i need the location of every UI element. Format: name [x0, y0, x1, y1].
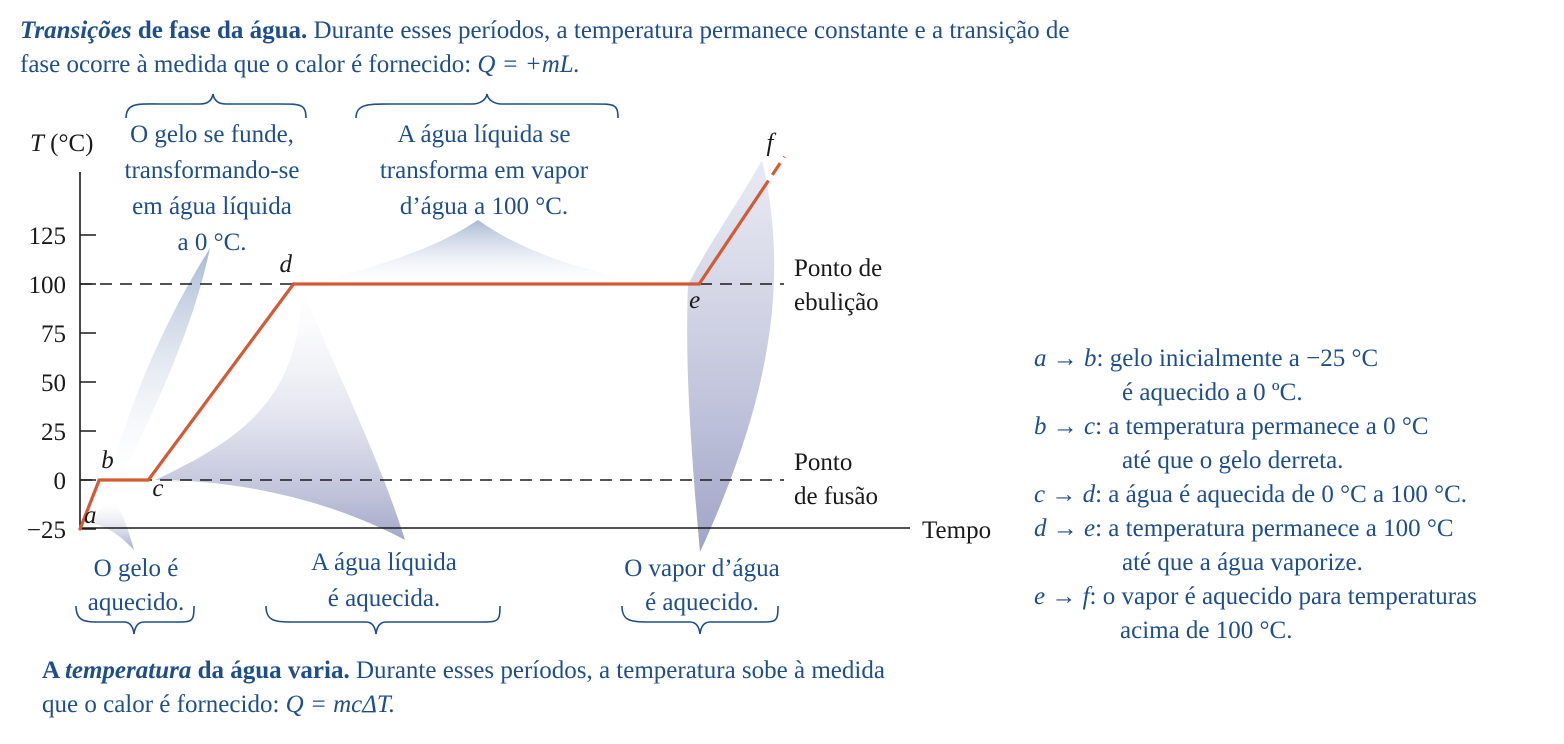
- legend-text-continued: é aquecido a 0 ºC.: [1122, 379, 1303, 406]
- callout-ice-2: aquecido.: [87, 589, 185, 616]
- wedge-water: [155, 288, 405, 540]
- wedge-ice: [92, 502, 134, 550]
- point-label-d: d: [279, 251, 292, 278]
- y-axis-title: T (°C): [30, 130, 94, 157]
- callout-melt-3: em água líquida: [132, 193, 292, 220]
- bottom-caption: [42, 654, 902, 722]
- brace-vaporize: [356, 94, 618, 118]
- top-caption-formula: Q = +mL.: [477, 51, 580, 78]
- legend-item: [1034, 512, 1554, 546]
- legend-item: [1034, 478, 1554, 512]
- y-ticks: [27, 223, 96, 544]
- legend-key: c → d: [1034, 481, 1096, 508]
- callout-melt-2: transformando-se: [124, 157, 300, 184]
- top-caption-text: Durante esses períodos, a temperatura permanece constante e a transição de fase ocorre à medida que o calor é fornecido:: [20, 17, 1070, 78]
- callout-steam-1: O vapor d’água: [624, 555, 780, 582]
- ref-boil-label-1: Ponto de: [794, 255, 883, 282]
- legend-text-continued: acima de 100 °C.: [1120, 617, 1293, 644]
- wedge-steam: [687, 160, 774, 552]
- callout-melt-1: O gelo se funde,: [130, 121, 294, 148]
- wedge-vaporize: [312, 220, 660, 284]
- y-tick-label: 50: [41, 370, 66, 397]
- y-tick-label: 100: [28, 272, 66, 299]
- legend-text: : a temperatura permanece a 100 °C: [1095, 515, 1454, 542]
- y-tick-label: 0: [53, 468, 66, 495]
- y-tick-label: 125: [28, 223, 66, 250]
- callout-melt-4: a 0 °C.: [177, 229, 247, 256]
- x-axis-title: Tempo: [922, 517, 992, 544]
- legend-key: d → e: [1034, 515, 1096, 542]
- bottom-caption-italic: temperatura: [64, 657, 192, 684]
- point-label-a: a: [84, 502, 97, 529]
- callout-water-1: A água líquida: [311, 549, 457, 576]
- legend-key: e → f: [1034, 583, 1090, 610]
- legend-text: : gelo inicialmente a −25 °C: [1096, 345, 1379, 372]
- point-label-e: e: [689, 287, 701, 314]
- point-label-c: c: [152, 475, 164, 502]
- legend-text: : a temperatura permanece a 0 °C: [1095, 413, 1429, 440]
- legend-key: b → c: [1034, 413, 1096, 440]
- top-caption-bold: de fase da água.: [131, 17, 308, 44]
- bottom-caption-text: Durante esses períodos, a temperatura sobe à medida que o calor é fornecido:: [42, 657, 885, 718]
- y-tick-label: −25: [26, 517, 66, 544]
- legend-text-continued: até que a água vaporize.: [1122, 549, 1363, 576]
- wedge-melt: [110, 248, 210, 480]
- top-caption-italic: Transições: [20, 17, 132, 44]
- y-tick-label: 25: [41, 419, 66, 446]
- bottom-caption-bold-b: da água varia.: [191, 657, 350, 684]
- legend-text: : a água é aquecida de 0 °C a 100 °C.: [1095, 481, 1468, 508]
- brace-melt: [126, 94, 306, 118]
- callout-vap-1: A água líquida se: [397, 121, 571, 148]
- point-label-b: b: [101, 447, 114, 474]
- callout-ice-1: O gelo é: [93, 555, 179, 582]
- legend-item: [1034, 580, 1554, 614]
- ref-melt-label-2: de fusão: [794, 483, 878, 510]
- y-tick-label: 75: [41, 321, 66, 348]
- ref-melt-label-1: Ponto: [794, 449, 853, 476]
- legend-key: a → b: [1034, 345, 1097, 372]
- ref-boil-label-2: ebulição: [794, 289, 879, 316]
- callout-steam-2: é aquecido.: [645, 589, 759, 616]
- callout-water-2: é aquecida.: [327, 585, 441, 612]
- legend-text-continued: até que o gelo derreta.: [1122, 447, 1344, 474]
- bottom-caption-bold-a: A: [42, 657, 65, 684]
- callout-vap-3: d’água a 100 °C.: [399, 193, 569, 220]
- callout-vap-2: transforma em vapor: [379, 157, 589, 184]
- legend: [1034, 342, 1554, 648]
- point-label-f: f: [766, 129, 774, 157]
- bottom-caption-formula: Q = mcΔT.: [285, 691, 396, 718]
- legend-item: [1034, 410, 1554, 444]
- legend-item: [1034, 342, 1554, 376]
- legend-text: : o vapor é aquecido para temperaturas: [1089, 583, 1477, 610]
